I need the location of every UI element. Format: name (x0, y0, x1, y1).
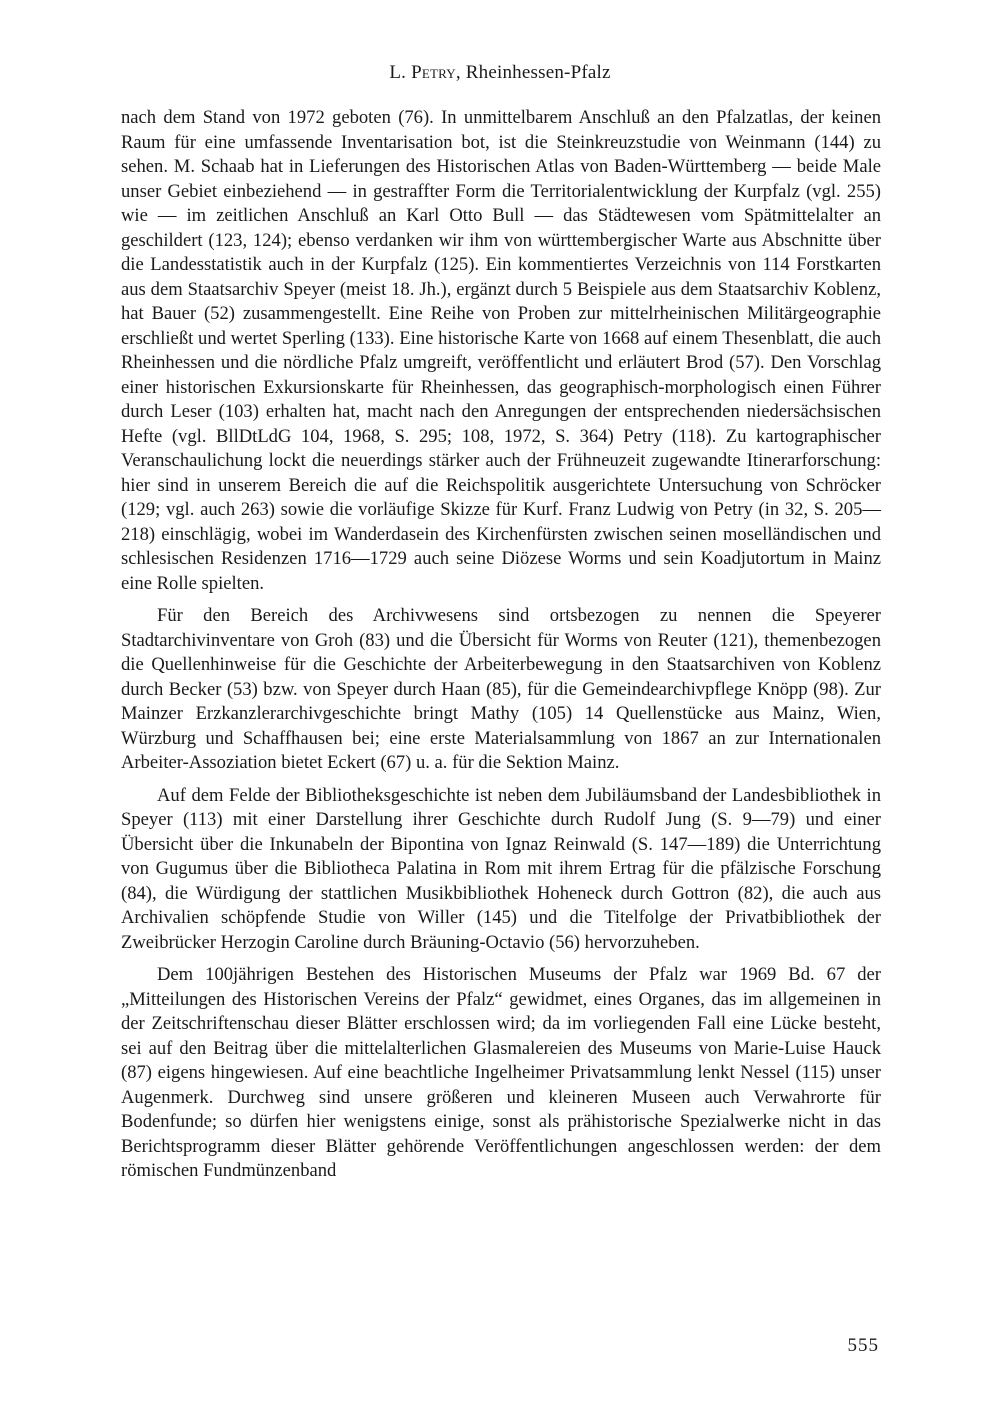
header-separator: , (455, 62, 461, 83)
author-name: Petry (411, 62, 456, 83)
running-head (0, 62, 1000, 84)
paragraph-3: Auf dem Felde der Bibliotheksgeschichte ist neben dem Jubiläumsband der Landesbibliothek in Speyer (113) mit einer Darstellung ihrer Geschichte durch Rudolf Jung (S. 9—79) und einer Übersicht über die Inkunabeln der Bipontina von Ignaz Reinwald (S. 147—189) die Unterrichtung von Gugumus über die Bibliotheca Palatina in Rom mit ihrem Ertrag für die pfälzische Forschung (84), die Würdigung der stattlichen Musikbibliothek Hoheneck durch Gottron (82), die auch aus Archivalien schöpfende Studie von Willer (145) und die Titelfolge der Privatbibliothek der Zweibrücker Herzogin Caroline durch Bräuning-Octavio (56) hervorzuheben. (121, 784, 881, 953)
running-head-title: Rheinhessen-Pfalz (465, 62, 611, 83)
paragraph-2: Für den Bereich des Archivwesens sind ortsbezogen zu nennen die Speyerer Stadtarchivinventare von Groh (83) und die Übersicht für Worms von Reuter (121), themenbezogen die Quellenhinweise für die Geschichte der Arbeiterbewegung in den Staatsarchiven von Koblenz durch Becker (53) bzw. von Speyer durch Haan (85), für die Gemeindearchivpflege Knöpp (98). Zur Mainzer Erzkanzlerarchivgeschichte bringt Mathy (105) 14 Quellenstücke aus Mainz, Wien, Würzburg und Schaffhausen bei; eine erste Materialsammlung von 1867 an zur Internationalen Arbeiter-Assoziation bietet Eckert (67) u. a. für die Sektion Mainz. (121, 605, 881, 773)
paragraph-1: nach dem Stand von 1972 geboten (76). In unmittelbarem Anschluß an den Pfalzatlas, der keinen Raum für eine umfassende Inventarisation bot, ist die Steinkreuzstudie von Weinmann (144) zu sehen. M. Schaab hat in Lieferungen des Historischen Atlas von Baden-Württemberg — beide Male unser Gebiet einbeziehend — in gestraffter Form die Territorialentwicklung der Kurpfalz (vgl. 255) wie — im zeitlichen Anschluß an Karl Otto Bull — das Städtewesen vom Spätmittelalter an geschildert (123, 124); ebenso verdanken wir ihm von württembergischer Warte aus Abschnitte über die Landesstatistik auch in der Kurpfalz (125). Ein kommentiertes Verzeichnis von 114 Forstkarten aus dem Staatsarchiv Speyer (meist 18. Jh.), ergänzt durch 5 Beispiele aus dem Staatsarchiv Koblenz, hat Bauer (52) zusammengestellt. Eine Reihe von Proben zur mittelrheinischen Militärgeographie erschließt und wertet Sperling (133). Eine historische Karte von 1668 auf einem Thesenblatt, die auch Rheinhessen und die nördliche Pfalz umgreift, veröffentlicht und erläutert Brod (57). Den Vorschlag einer historischen Exkursionskarte für Rheinhessen, das geographisch-morphologisch einen Führer durch Leser (103) erhalten hat, macht nach den Anregungen der entsprechenden niedersächsischen Hefte (vgl. BllDtLdG 104, 1968, S. 295; 108, 1972, S. 364) Petry (118). Zu kartographischer Veranschaulichung lockt die neuerdings stärker auch der Frühneuzeit zugewandte Itinerarforschung: hier sind in unserem Bereich die auf die Reichspolitik ausgerichtete Untersuchung von Schröcker (129; vgl. auch 263) sowie die vorläufige Skizze für Kurf. Franz Ludwig von Petry (in 32, S. 205—218) einschlägig, wobei im Wanderdasein des Kirchenfürsten zwischen seinen moselländischen und schlesischen Residenzen 1716—1729 auch seine Diözese Worms und sein Koadjutortum in Mainz eine Rolle spielten. (121, 107, 881, 594)
paragraph-4: Dem 100jährigen Bestehen des Historischen Museums der Pfalz war 1969 Bd. 67 der „Mitteilungen des Historischen Vereins der Pfalz“ gewidmet, eines Organes, das im allgemeinen in der Zeitschriftenschau dieser Blätter erschlossen wird; da im vorliegenden Fall eine Lücke besteht, sei auf den Beitrag über die mittelalterlichen Glasmalereien des Museums von Marie-Luise Hauck (87) eigens hingewiesen. Auf eine beachtliche Ingelheimer Privatsammlung lenkt Nessel (115) unser Augenmerk. Durchweg sind unsere größeren und kleineren Museen auch Verwahrorte für Bodenfunde; so dürfen hier wenigstens einige, sonst als prähistorische Spezialwerke nicht in das Berichtsprogramm dieser Blätter gehörende Veröffentlichungen angeschlossen werden: der dem römischen Fundmünzenband (121, 964, 881, 1181)
body-text (121, 106, 881, 1192)
page-number: 555 (847, 1335, 879, 1356)
author-initial: L. (389, 62, 407, 83)
